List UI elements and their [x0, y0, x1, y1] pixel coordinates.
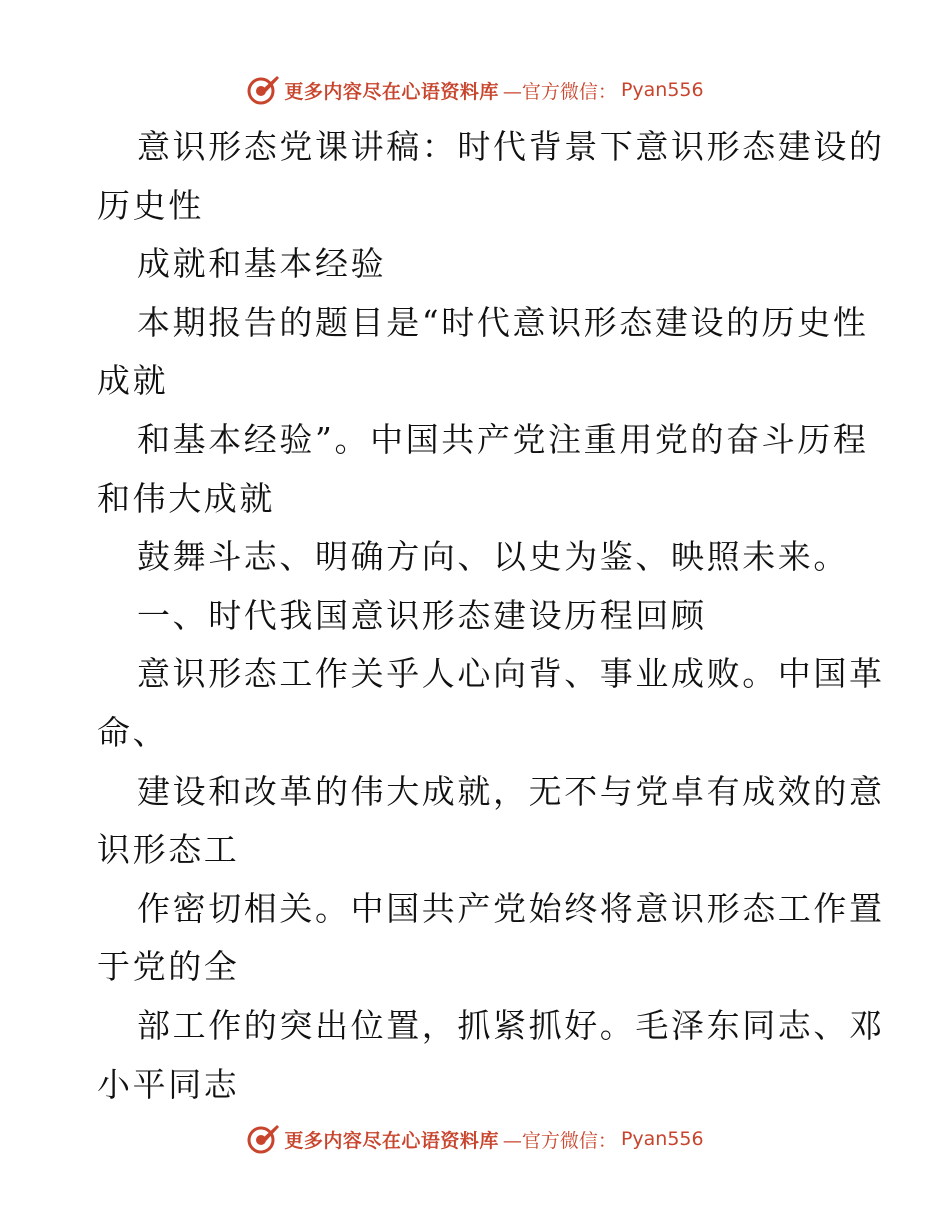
text-line: 部工作的突出位置，抓紧抓好。毛泽东同志、邓 [137, 1005, 885, 1045]
watermark-content [246, 73, 703, 107]
text-line: 意识形态工作关乎人心向背、事业成败。中国革 [137, 654, 885, 694]
watermark-site-name: 更多内容尽在心语资料库 [284, 80, 499, 103]
header-watermark [0, 68, 950, 112]
watermark-content [246, 1122, 703, 1156]
text-line: 和伟大成就 [97, 478, 275, 518]
brush-logo-icon [246, 73, 280, 107]
footer-watermark [0, 1117, 950, 1161]
text-line: 本期报告的题目是“时代意识形态建设的历史性 [137, 302, 869, 342]
text-line: 鼓舞斗志、明确方向、以史为鉴、映照未来。 [137, 537, 849, 577]
watermark-wechat-id: Pyan556 [620, 1128, 704, 1150]
text-line: 意识形态党课讲稿：时代背景下意识形态建设的 [137, 127, 885, 166]
text-line: 成就 [97, 361, 169, 401]
text-line: 建设和改革的伟大成就，无不与党卓有成效的意 [137, 771, 885, 811]
text-line: 成就和基本经验 [137, 244, 387, 284]
text-line: 识形态工 [97, 830, 240, 870]
text-line: 于党的全 [97, 947, 240, 987]
watermark-site-name: 更多内容尽在心语资料库 [284, 1129, 499, 1152]
text-line: 作密切相关。中国共产党始终将意识形态工作置 [137, 888, 885, 928]
text-line: 小平同志 [97, 1064, 240, 1104]
watermark-wechat-label: —官方微信： [502, 80, 617, 103]
watermark-wechat-label: —官方微信： [502, 1129, 617, 1152]
brush-logo-icon [246, 1122, 280, 1156]
text-line: 历史性 [97, 185, 204, 225]
section-heading: 一、时代我国意识形态建设历程回顾 [137, 595, 707, 635]
document-body [97, 118, 885, 1114]
text-line: 和基本经验”。中国共产党注重用党的奋斗历程 [137, 419, 869, 459]
text-line: 命、 [97, 712, 169, 752]
watermark-wechat-id: Pyan556 [620, 79, 704, 101]
